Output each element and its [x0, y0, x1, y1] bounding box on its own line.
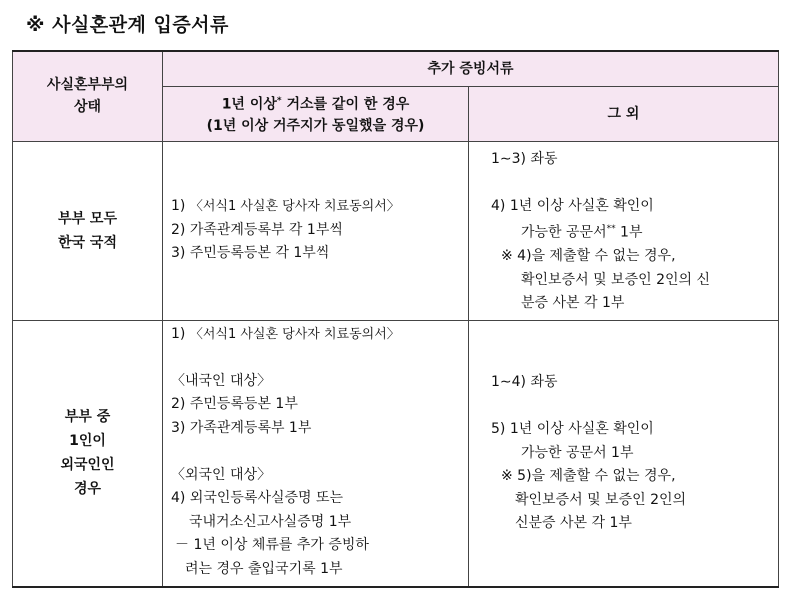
- other-both-korean: [469, 141, 779, 320]
- list-item: 1) 〈서식1 사실혼 당사자 치료동의서〉: [171, 325, 400, 342]
- list-item: 확인보증서 및 보증인 2인의: [515, 491, 687, 508]
- list-item: 분증 사본 각 1부: [521, 295, 625, 312]
- header-cohabitation-line1: 1년 이상* 거소를 같이 한 경우: [221, 95, 410, 113]
- list-item: 신분증 사본 각 1부: [515, 515, 632, 532]
- list-item: 2) 주민등록등본 1부: [171, 396, 298, 413]
- list-item: 4) 1년 이상 사실혼 확인이: [491, 197, 654, 214]
- docs-one-foreigner: [163, 320, 469, 587]
- list-item: ※ 5)을 제출할 수 없는 경우,: [501, 468, 676, 485]
- header-other: 그 외: [469, 86, 779, 141]
- header-couple-status-line1: 사실혼부부의: [46, 77, 129, 94]
- docs-both-korean: [163, 141, 469, 320]
- row-status-both-korean: 부부 모두 한국 국적: [13, 141, 163, 320]
- row-status-one-foreigner: 부부 중 1인이 외국인인 경우: [13, 320, 163, 587]
- list-item: 1∼3) 좌동: [491, 150, 558, 167]
- header-cohabitation-line2: (1년 이상 거주지가 동일했을 경우): [206, 118, 425, 135]
- list-item: 가능한 공문서 1부: [521, 444, 634, 461]
- list-item: 확인보증서 및 보증인 2인의 신: [521, 271, 710, 288]
- list-item: 1) 〈서식1 사실혼 당사자 치료동의서〉: [171, 198, 400, 215]
- list-item: 4) 외국인등록사실증명 또는: [171, 490, 344, 507]
- header-couple-status-line2: 상태: [73, 99, 102, 116]
- list-item: 가능한 공문서** 1부: [521, 224, 643, 241]
- footnote-mark: *: [276, 95, 282, 106]
- list-item: 3) 주민등록등본 각 1부씩: [171, 245, 330, 262]
- list-item: 3) 가족관계등록부 1부: [171, 419, 312, 436]
- header-cohabitation: [163, 86, 469, 141]
- header-additional-docs: 추가 증빙서류: [163, 51, 779, 86]
- list-item: 2) 가족관계등록부 각 1부씩: [171, 221, 343, 238]
- table-row: [13, 141, 779, 320]
- list-item: 1∼4) 좌동: [491, 374, 558, 391]
- list-item: ※ 4)을 제출할 수 없는 경우,: [501, 248, 676, 265]
- section-label: 〈내국인 대상〉: [171, 372, 272, 389]
- page-title: ※ 사실혼관계 입증서류: [26, 14, 229, 36]
- footnote-mark: **: [606, 224, 616, 234]
- list-item: － 1년 이상 체류를 추가 증빙하: [175, 537, 369, 554]
- list-item: 국내거소신고사실증명 1부: [189, 513, 352, 530]
- section-label: 〈외국인 대상〉: [171, 466, 272, 483]
- header-couple-status: [13, 51, 163, 141]
- table-row: [13, 320, 779, 587]
- evidence-table: [12, 50, 779, 588]
- list-item: 5) 1년 이상 사실혼 확인이: [491, 421, 654, 438]
- other-one-foreigner: [469, 320, 779, 587]
- list-item: 려는 경우 출입국기록 1부: [185, 560, 343, 577]
